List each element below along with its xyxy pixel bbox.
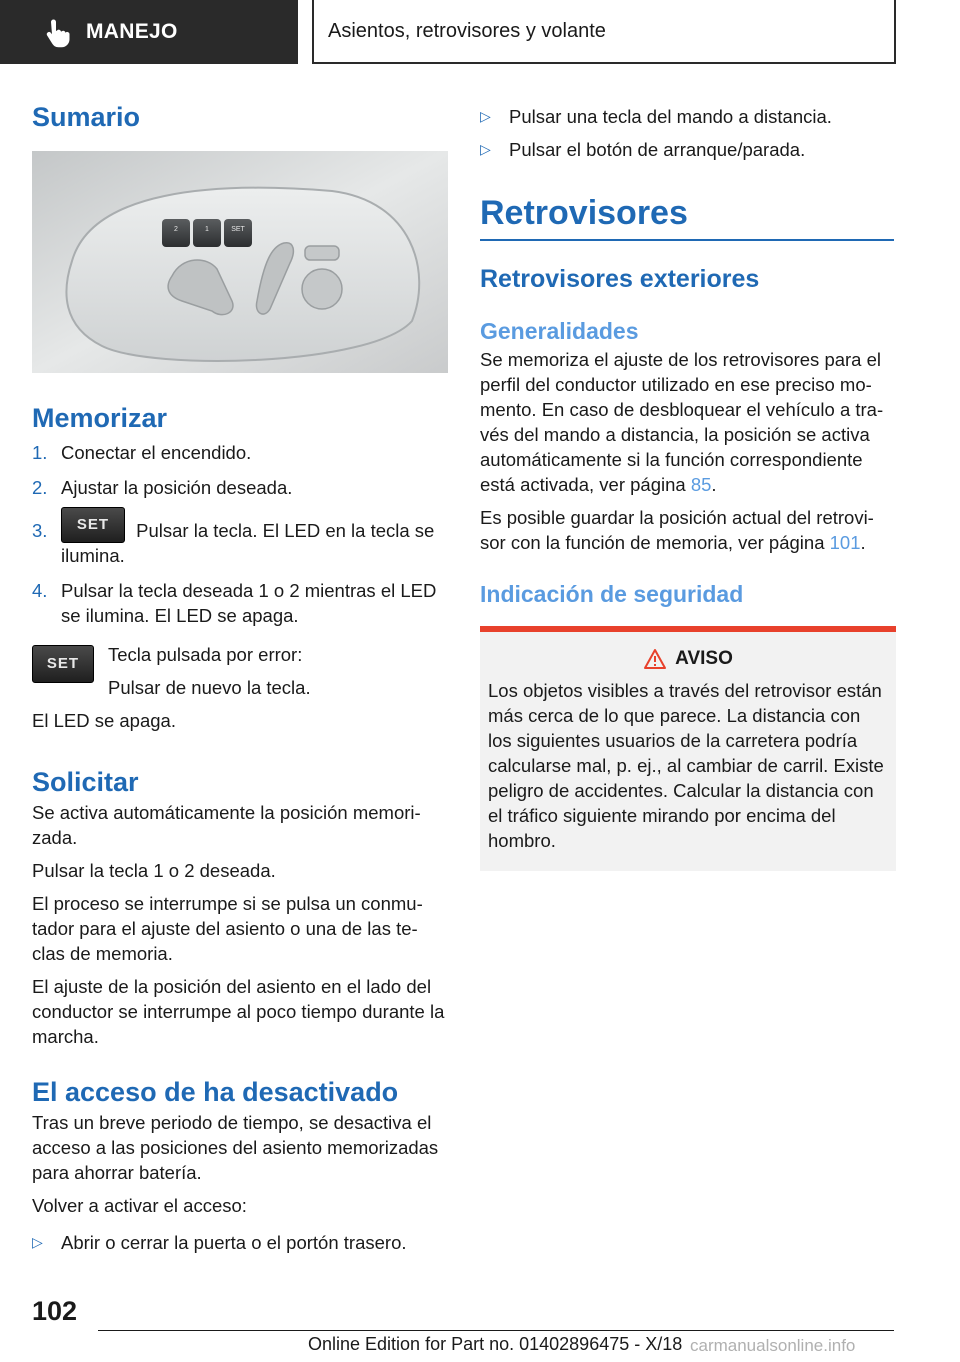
- list-item: [32, 475, 448, 500]
- paragraph: El proceso se interrumpe si se pulsa un conmu- tador para el ajuste del asiento o una de las te- clas de memoria.: [32, 893, 423, 965]
- left-column: [32, 96, 448, 1255]
- memory-buttons: [162, 219, 252, 247]
- right-column: [480, 96, 894, 871]
- page-link[interactable]: 101: [829, 532, 861, 553]
- heading-sumario: Sumario: [32, 102, 141, 132]
- triangle-bullet-icon: ▷: [480, 108, 491, 124]
- page-number: 102: [32, 1296, 78, 1326]
- footer-divider: [98, 1330, 894, 1331]
- section-title: MANEJO: [86, 20, 178, 43]
- paragraph: El ajuste de la posición del asiento en el lado del conductor se interrumpe al poco tiempo durante la marcha.: [32, 976, 445, 1048]
- edition-text: Online Edition for Part no. 01402896475 - X/18: [308, 1334, 683, 1354]
- bullet-list: [480, 104, 894, 162]
- seat-controls-photo: [32, 151, 448, 373]
- bullet-text: Pulsar una tecla del mando a distancia.: [509, 106, 832, 127]
- breadcrumb-text: Asientos, retrovisores y volante: [328, 19, 606, 42]
- list-item: [32, 1230, 448, 1255]
- memorize-steps: [32, 440, 448, 628]
- bullet-text: Pulsar el botón de arranque/parada.: [509, 139, 806, 160]
- heading-solicitar: Solicitar: [32, 767, 139, 798]
- warning-box: [480, 626, 896, 871]
- error-note: [32, 642, 448, 700]
- paragraph: Es posible guardar la posición actual del retrovi- sor con la función de memoria, ver página 101.: [480, 507, 874, 553]
- step-text: Pulsar la tecla. El LED en la tecla se ilumina.: [61, 520, 435, 567]
- paragraph-text: Se memoriza el ajuste de los retrovisores para el perfil del conductor utilizado en ese preciso mo- mento. En caso de desbloquear el vehículo a tra- vés del mando a distancia, la posición se activa automáticamente si la función correspondiente está activada, ver página: [480, 349, 884, 495]
- page-link[interactable]: 85: [690, 474, 712, 495]
- step-number: 3.: [32, 520, 48, 541]
- warning-title: AVISO: [675, 648, 733, 669]
- list-item: [480, 137, 894, 162]
- paragraph: Se memoriza el ajuste de los retrovisores para el perfil del conductor utilizado en ese preciso mo- mento. En caso de desbloquear el vehículo a tra- vés del mando a distancia, la posición se activa automáticamente si la función correspondiente está activada, ver página 85.: [480, 349, 884, 495]
- paragraph: Pulsar la tecla 1 o 2 deseada.: [32, 860, 276, 882]
- led-off-text: El LED se apaga.: [32, 710, 176, 732]
- section-tab: [0, 0, 298, 64]
- list-item: [480, 104, 894, 129]
- paragraph-text: Es posible guardar la posición actual del retrovi- sor con la función de memoria, ver página: [480, 507, 874, 553]
- set-key-icon: SET: [32, 645, 94, 683]
- step-text: Pulsar la tecla deseada 1 o 2 mientras el LED se ilumina. El LED se apaga.: [61, 580, 437, 627]
- warning-title-row: [488, 648, 888, 670]
- bullet-list: [32, 1230, 448, 1255]
- svg-text:2: 2: [174, 226, 178, 233]
- list-item: [32, 440, 448, 465]
- step-number: 2.: [32, 477, 48, 498]
- watermark: carmanualsonline.info: [690, 1336, 856, 1355]
- step-number: 4.: [32, 580, 48, 602]
- step-text: Ajustar la posición deseada.: [61, 477, 293, 498]
- paragraph: Volver a activar el acceso:: [32, 1195, 247, 1217]
- svg-text:SET: SET: [231, 226, 245, 233]
- triangle-bullet-icon: ▷: [32, 1234, 43, 1251]
- heading-acceso: El acceso de ha desactivado: [32, 1077, 399, 1108]
- error-line-1: Tecla pulsada por error:: [108, 644, 303, 666]
- seat-photo-illustration: [32, 151, 448, 373]
- list-item: [32, 510, 448, 568]
- bullet-text: Abrir o cerrar la puerta o el portón trasero.: [61, 1232, 407, 1254]
- heading-memorizar: Memorizar: [32, 403, 168, 433]
- heading-retrovisores: Retrovisores: [480, 194, 894, 241]
- warning-text: Los objetos visibles a través del retrovisor están más cerca de lo que parece. La distancia con los siguientes usuarios de la carretera podría calcularse mal, p. ej., al cambiar de carril. Existe peligro de accidentes. Calcular la distancia con el tráfico siguiente mirando por encima del hombro.: [488, 680, 884, 851]
- heading-retrovisores-exteriores: Retrovisores exteriores: [480, 265, 760, 293]
- heading-seguridad: Indicación de seguridad: [480, 581, 744, 607]
- step-number: 1.: [32, 442, 48, 463]
- heading-generalidades: Generalidades: [480, 318, 639, 344]
- step-text: Conectar el encendido.: [61, 442, 252, 463]
- paragraph: Tras un breve periodo de tiempo, se desactiva el acceso a las posiciones del asiento memorizadas para ahorrar batería.: [32, 1112, 439, 1184]
- breadcrumb: [312, 0, 896, 64]
- hand-pointer-icon: [36, 12, 76, 52]
- set-key-icon: SET: [61, 507, 125, 543]
- list-item: [32, 578, 448, 628]
- warning-triangle-icon: [643, 648, 667, 670]
- triangle-bullet-icon: ▷: [480, 141, 491, 157]
- svg-text:1: 1: [205, 226, 209, 233]
- error-line-2: Pulsar de nuevo la tecla.: [108, 677, 311, 699]
- paragraph: Se activa automáticamente la posición memori- zada.: [32, 802, 421, 849]
